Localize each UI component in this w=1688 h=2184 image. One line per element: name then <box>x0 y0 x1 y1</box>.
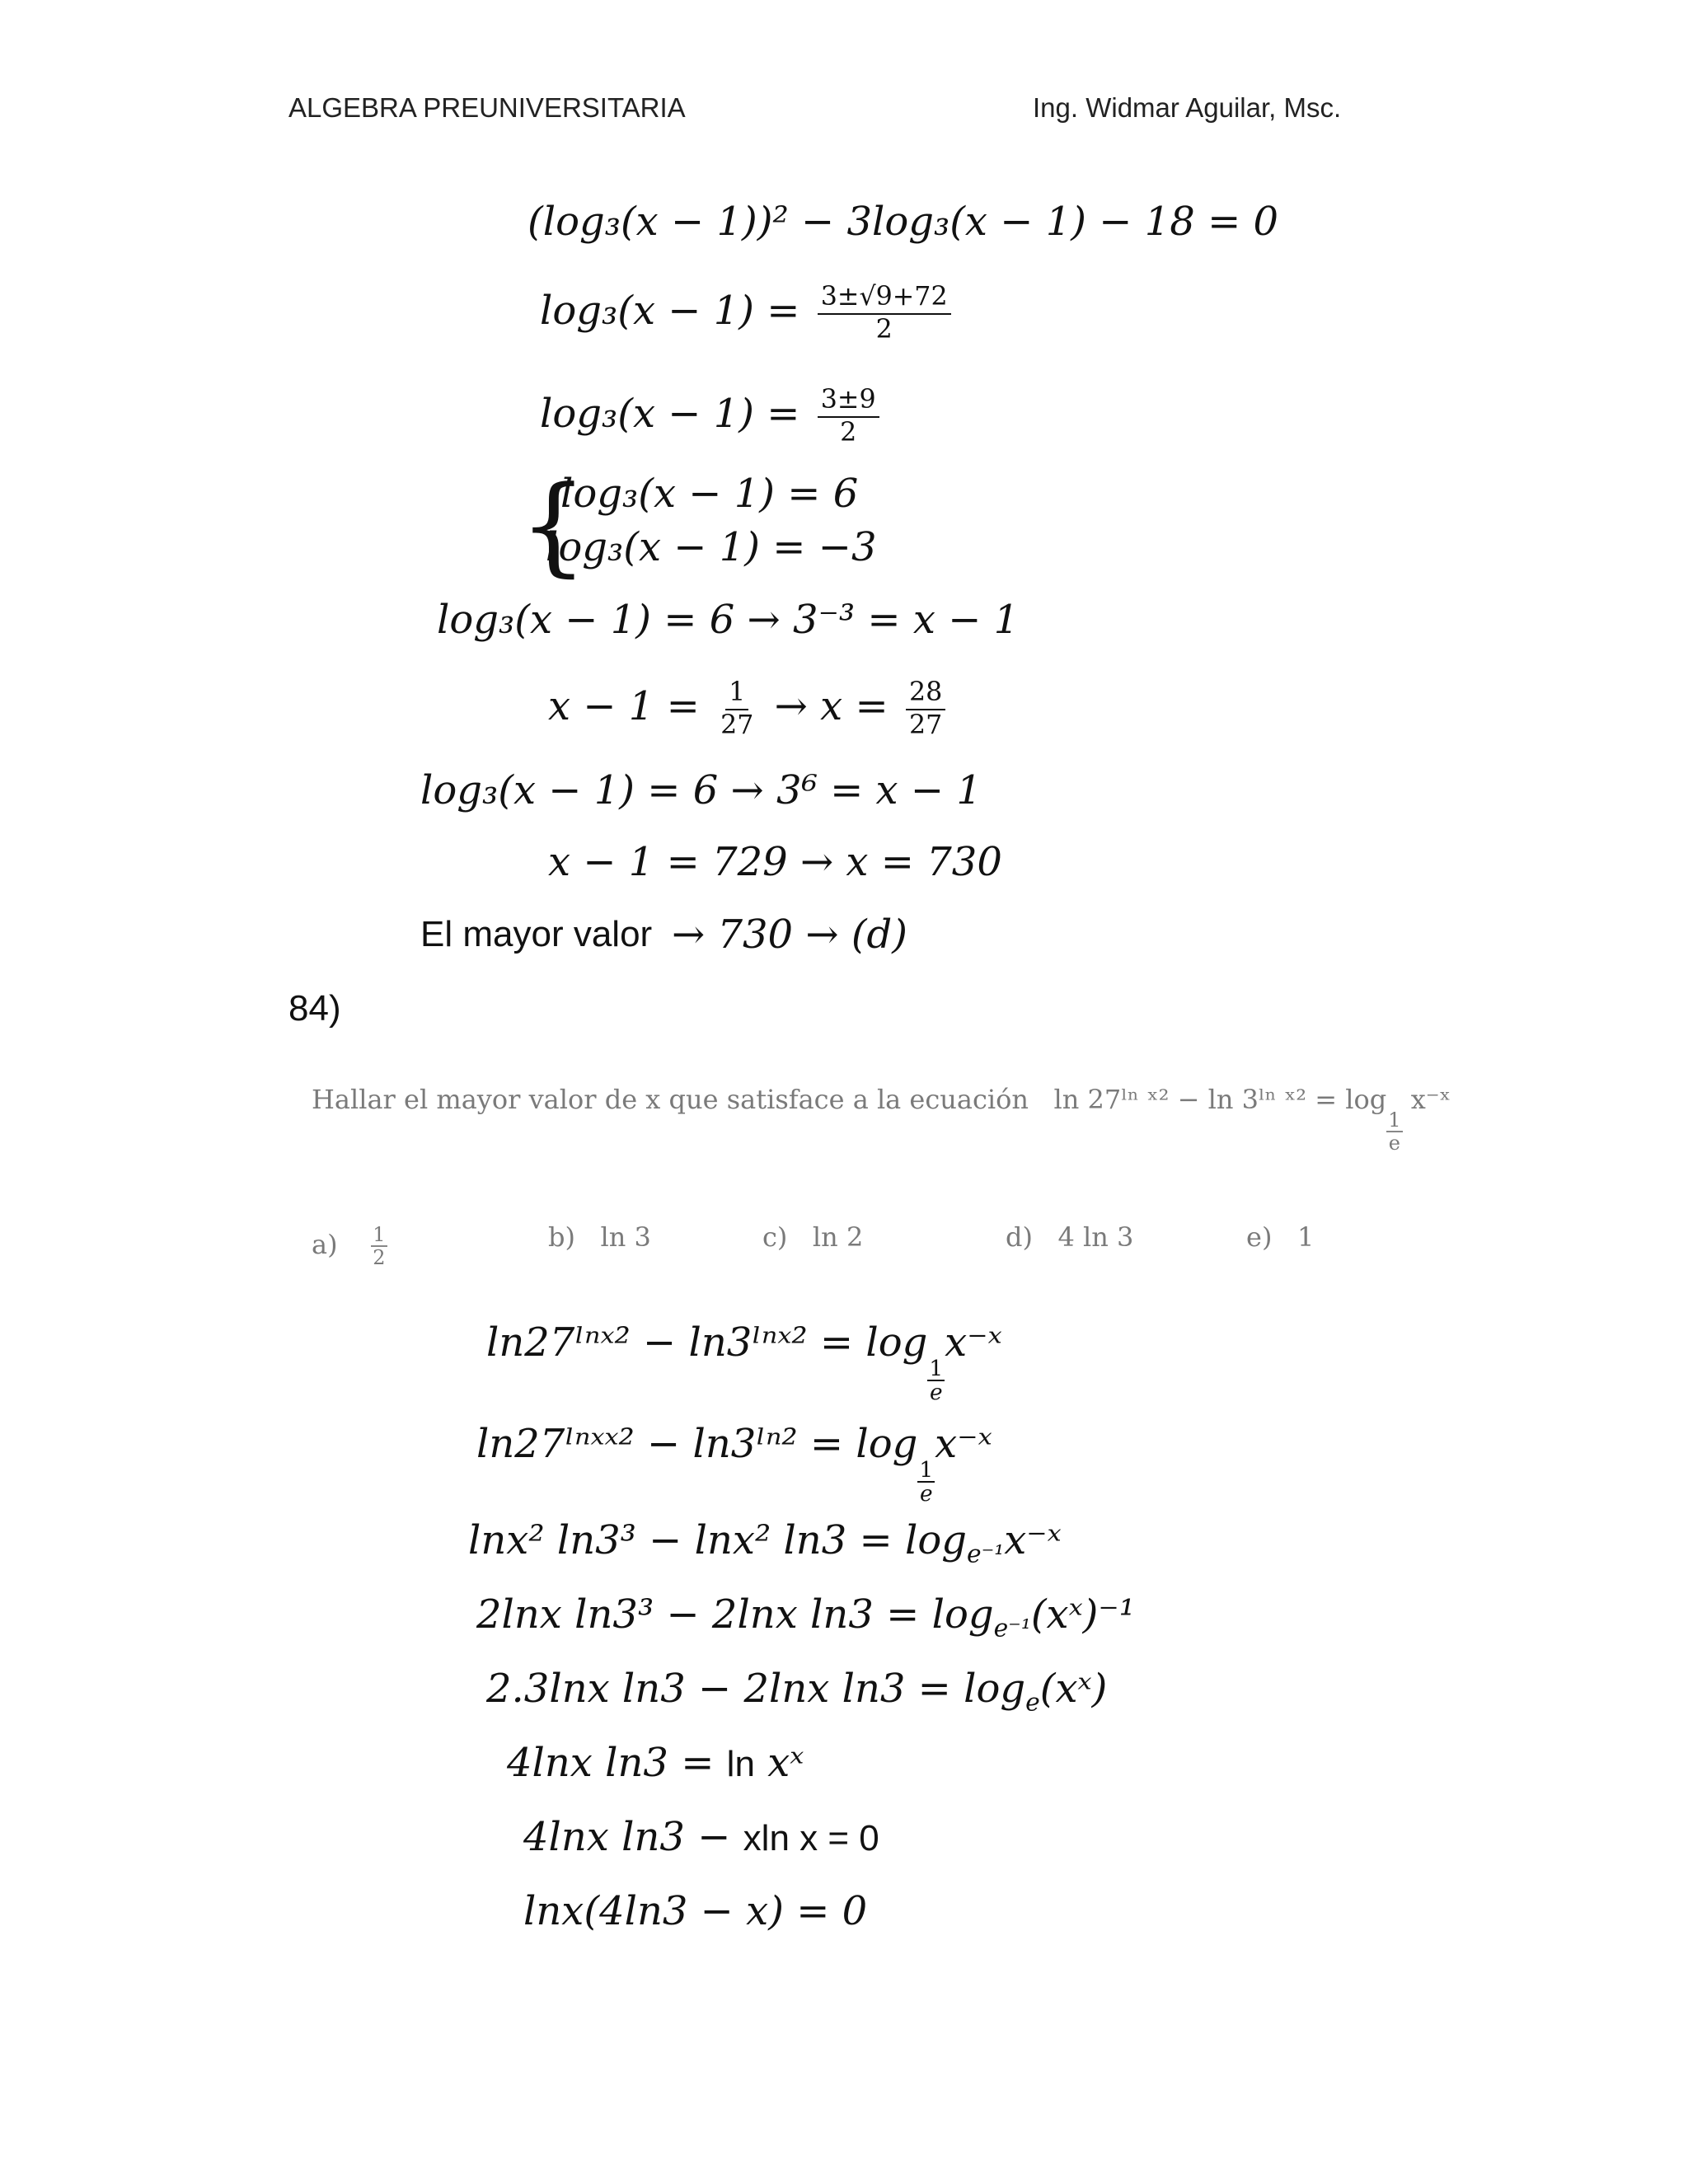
case-2: log₃(x − 1) = −3 <box>546 524 877 570</box>
equation-line-6: log₃(x − 1) = 6 → 3⁶ = x − 1 <box>420 767 982 813</box>
problem-statement: Hallar el mayor valor de x que satisface a la ecuación ln 27ˡⁿ ˣ² − ln 3ˡⁿ ˣ² = log $\frac{1}{e}$ x⁻ˣ <box>312 1084 1451 1155</box>
equation-line-2: log₃(x − 1) = $\frac{3\pm√9+72}{2}$ <box>540 284 956 343</box>
option-d: d) 4 ln 3 <box>1006 1221 1134 1253</box>
equation-line-5: x − 1 = $\frac{1}{27}$ → x = $\frac{28}{27}$ <box>548 680 950 738</box>
equation-line-3: log₃(x − 1) = $\frac{3\pm 9}{2}$ <box>540 387 884 446</box>
step-5: 2.3lnx ln3 − 2lnx $\ln 3 = \log_e(xˣ)$ <box>486 1666 1108 1718</box>
conclusion-math: → 730 → (d) <box>672 912 908 958</box>
step-4: 2lnx ln3³ − 2lnx $\ln 3 = \log_{e^{-1}}(xˣ)^{-1}$ <box>476 1591 1135 1643</box>
step-8: lnx(4ln3 − x) = 0 <box>523 1888 868 1934</box>
option-b: b) ln 3 <box>548 1221 651 1253</box>
fraction: $\frac{3\pm√9+72}{2}$ <box>818 284 951 343</box>
problem-number: 84) <box>288 988 341 1029</box>
step-3: lnx² ln3³ − lnx² $\ln 3 = \log_{e^{-1}}x^-ˣ$ <box>468 1517 1062 1569</box>
option-c: c) ln 2 <box>762 1221 864 1253</box>
equation-line-4: log₃(x − 1) = 6 → 3⁻³ = x − 1 <box>437 597 1020 643</box>
fraction: $\frac{3\pm 9}{2}$ <box>818 387 879 446</box>
case-1: log₃(x − 1) = 6 <box>560 471 859 517</box>
step-6: 4lnx ln3 = ln xˣ <box>507 1740 804 1786</box>
option-a: a) $\frac{1}{2}$ <box>312 1223 386 1270</box>
case-brace: { <box>519 462 588 588</box>
equation-line-7: x − 1 = 729 → x = 730 <box>548 839 1002 885</box>
step-1: ln27ˡⁿˣ² − ln3ˡⁿˣ² = log $\frac{1}{e}$ x⁻ˣ <box>486 1319 1002 1406</box>
header-title: ALGEBRA PREUNIVERSITARIA <box>288 92 686 123</box>
conclusion-text: El mayor valor <box>420 914 653 954</box>
header-author: Ing. Widmar Aguilar, Msc. <box>1033 92 1342 123</box>
step-7: 4lnx ln3 − xln x = 0 <box>523 1814 879 1860</box>
equation-line-1: (log₃(x − 1))² − 3log₃(x − 1) − 18 = 0 <box>528 199 1279 245</box>
option-e: e) 1 <box>1246 1221 1315 1253</box>
step-2: ln27ˡⁿˣˣ² − ln3ˡⁿ² = log $\frac{1}{e}$ x⁻ˣ <box>476 1421 992 1507</box>
fraction: $\frac{28}{27}$ <box>906 680 945 738</box>
fraction: $\frac{1}{27}$ <box>720 677 754 740</box>
